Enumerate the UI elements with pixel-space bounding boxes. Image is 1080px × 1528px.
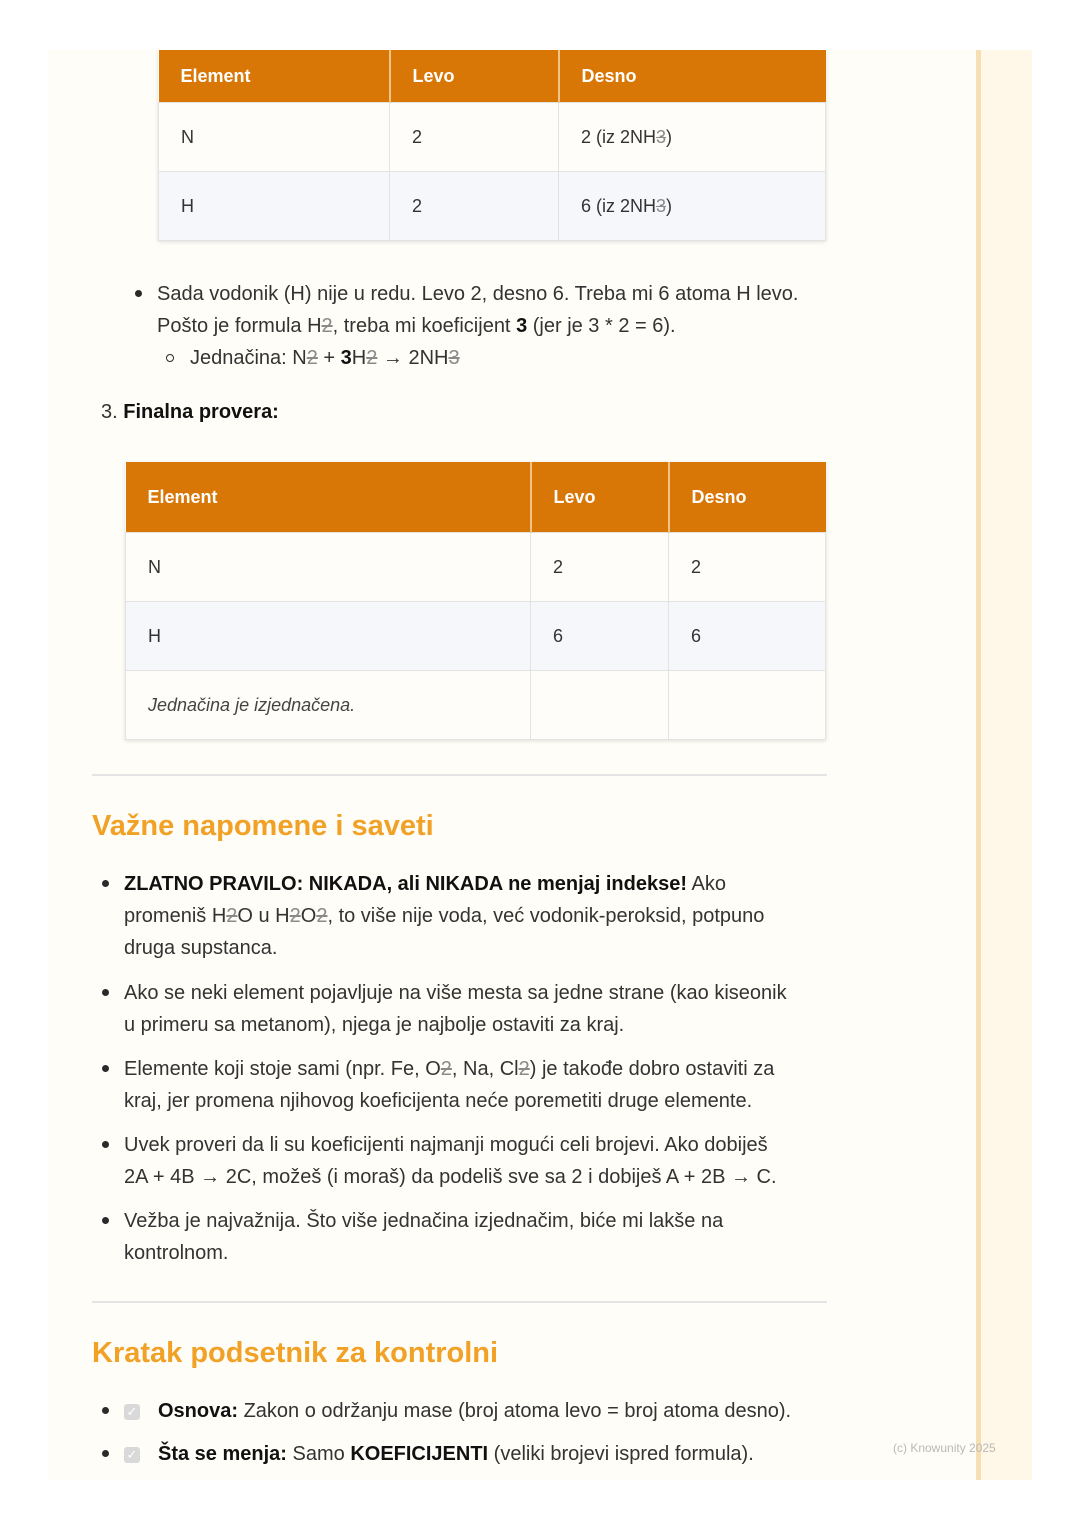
section-divider bbox=[92, 1301, 827, 1303]
cell-desno: 6 (iz 2NH3) bbox=[559, 172, 826, 241]
table-row bbox=[159, 172, 826, 241]
cell-levo: 2 bbox=[390, 172, 559, 241]
tip-standalone-elements: Elemente koji stoje sami (npr. Fe, O2, Na, Cl2) je takođe dobro ostaviti za kraj, jer promena njihovog koeficijenta neće poremetiti druge elemente. bbox=[124, 1058, 775, 1112]
cell-empty bbox=[669, 671, 826, 740]
cell-element: H bbox=[126, 602, 531, 671]
table-header-row bbox=[159, 50, 826, 103]
tip-smallest-coefficients: Uvek proveri da li su koeficijenti najmanji mogući celi brojevi. Ako dobiješ 2A + 4B → 2C, možeš (i moraš) da podeliš sve sa 2 i dobiješ A + 2B → C. bbox=[124, 1134, 777, 1188]
cell-note: Jednačina je izjednačena. bbox=[126, 671, 531, 740]
atom-count-table-step2 bbox=[158, 50, 826, 241]
summary-item-basis: Osnova: Zakon o održanju mase (broj atoma levo = broj atoma desno). bbox=[158, 1400, 792, 1422]
table-header-levo: Levo bbox=[390, 50, 559, 103]
table-header-element: Element bbox=[126, 462, 531, 533]
summary-item-what-changes: Šta se menja: Samo KOEFICIJENTI (veliki brojevi ispred formula). bbox=[158, 1443, 754, 1465]
bullet-dot bbox=[102, 1141, 109, 1148]
checkbox-checked-icon[interactable]: ✓ bbox=[124, 1447, 140, 1463]
checkbox-checked-icon[interactable]: ✓ bbox=[124, 1404, 140, 1420]
watermark: (c) Knowunity 2025 bbox=[893, 1441, 996, 1455]
cell-desno: 2 bbox=[669, 533, 826, 602]
cell-element: N bbox=[159, 103, 390, 172]
cell-element: N bbox=[126, 533, 531, 602]
bullet-dot bbox=[135, 290, 142, 297]
bullet-dot bbox=[102, 989, 109, 996]
cell-levo: 2 bbox=[531, 533, 669, 602]
table-row bbox=[159, 103, 826, 172]
step-3-heading: 3. Finalna provera: bbox=[101, 401, 279, 423]
table-header-element: Element bbox=[159, 50, 390, 103]
tip-practice: Vežba je najvažnija. Što više jednačina izjednačim, biće mi lakše na kontrolnom. bbox=[124, 1210, 724, 1264]
sub-bullet-circle bbox=[166, 354, 174, 362]
cell-desno: 2 (iz 2NH3) bbox=[559, 103, 826, 172]
bullet-dot bbox=[102, 1450, 109, 1457]
bullet-dot bbox=[102, 1407, 109, 1414]
cell-desno: 6 bbox=[669, 602, 826, 671]
bullet-dot bbox=[102, 1065, 109, 1072]
cell-element: H bbox=[159, 172, 390, 241]
cell-empty bbox=[531, 671, 669, 740]
cell-levo: 6 bbox=[531, 602, 669, 671]
tip-golden-rule: ZLATNO PRAVILO: NIKADA, ali NIKADA ne menjaj indekse! Ako promeniš H2O u H2O2, to više nije voda, već vodonik-peroksid, potpuno druga supstanca. bbox=[124, 873, 765, 959]
table-row bbox=[126, 533, 826, 602]
cell-levo: 2 bbox=[390, 103, 559, 172]
tip-repeated-element: Ako se neki element pojavljuje na više mesta sa jedne strane (kao kiseonik u primeru sa metanom), njega je najbolje ostaviti za kraj. bbox=[124, 982, 787, 1036]
section-divider bbox=[92, 774, 827, 776]
equation-line: Jednačina: N2 + 3H2 → 2NH3 bbox=[190, 347, 460, 369]
table-header-levo: Levo bbox=[531, 462, 669, 533]
section-heading-tips: Važne napomene i saveti bbox=[92, 810, 434, 842]
bullet-dot bbox=[102, 880, 109, 887]
table-header-row bbox=[126, 462, 826, 533]
document-page bbox=[48, 50, 1032, 1480]
final-check-table bbox=[125, 462, 826, 740]
table-header-desno: Desno bbox=[669, 462, 826, 533]
table-row bbox=[126, 602, 826, 671]
page-margin-strip bbox=[976, 50, 1032, 1480]
section-heading-summary: Kratak podsetnik za kontrolni bbox=[92, 1337, 499, 1369]
table-row bbox=[126, 671, 826, 740]
table-header-desno: Desno bbox=[559, 50, 826, 103]
bullet-hydrogen-text: Sada vodonik (H) nije u redu. Levo 2, desno 6. Treba mi 6 atoma H levo. Pošto je formula H2, treba mi koeficijent 3 (jer je 3 * 2 = 6). bbox=[157, 283, 799, 337]
bullet-dot bbox=[102, 1217, 109, 1224]
